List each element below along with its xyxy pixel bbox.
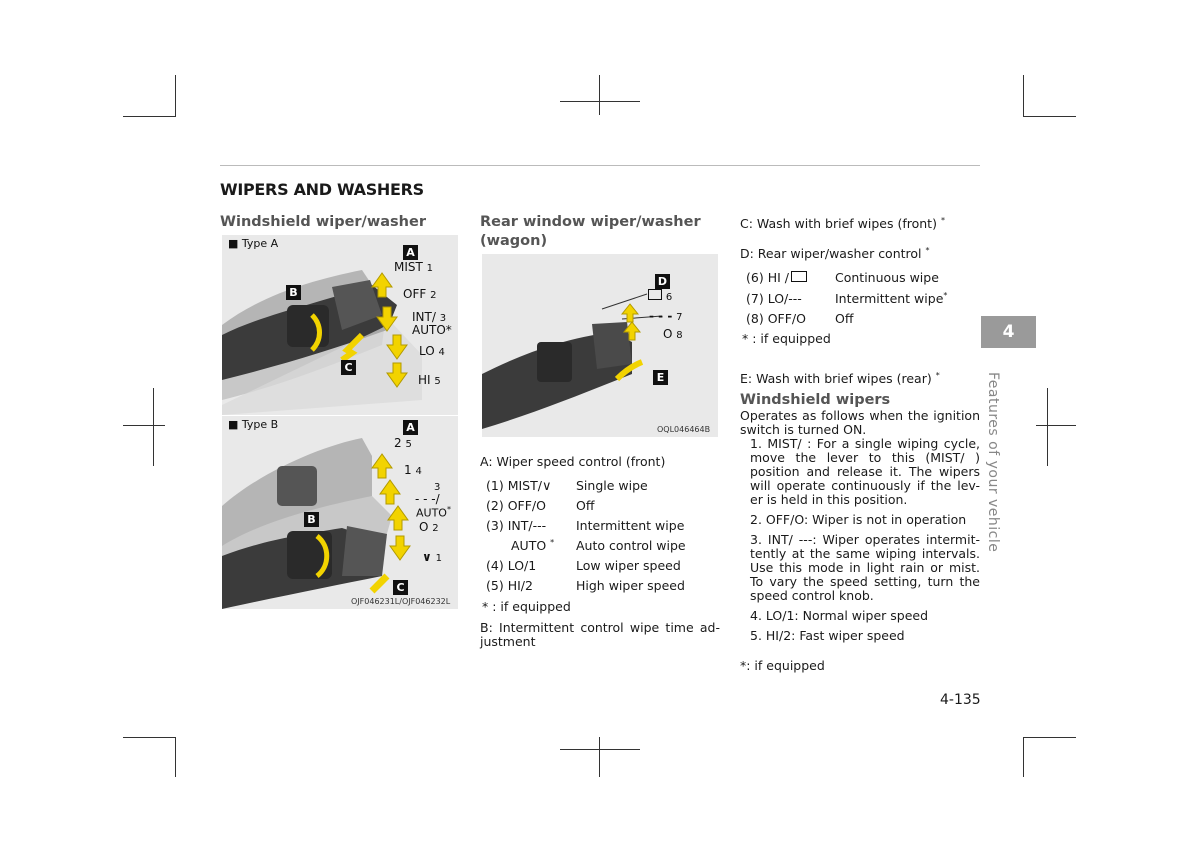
crop-mark (1047, 388, 1048, 466)
list-item: 4. LO/1: Normal wiper speed (750, 608, 929, 623)
crop-mark (123, 116, 176, 117)
badge-c: C (393, 580, 408, 595)
page-number: 4-135 (940, 692, 981, 708)
off-label: OFF 2 (403, 287, 437, 301)
c-caption: C: Wash with brief wipes (front) * (740, 216, 945, 232)
footnote-2: *: if equipped (740, 658, 825, 673)
figure-code: OQL046464B (657, 425, 711, 434)
a-caption: A: Wiper speed control (front) (480, 454, 666, 469)
table-row: AUTO * (511, 538, 555, 554)
e-caption: E: Wash with brief wipes (rear) * (740, 371, 940, 387)
crop-mark (175, 737, 176, 777)
badge-e: E (653, 370, 668, 385)
table-row-desc: Continuous wipe (835, 270, 939, 285)
rear-wiper-figure (482, 254, 718, 437)
table-row-desc: Off (576, 498, 595, 513)
label-8: O 8 (663, 327, 683, 341)
type-a-figure (222, 235, 458, 415)
crop-mark (599, 75, 600, 115)
badge-a: A (403, 420, 418, 435)
table-row-desc: Intermittent wipe* (835, 291, 948, 307)
type-b-label: ■ Type B (228, 418, 279, 431)
crop-mark (175, 75, 176, 117)
table-row-desc: Auto control wipe (576, 538, 686, 553)
off-o-label: O 2 (419, 520, 439, 534)
intro-text: Operates as follows when the ignition switch is turned ON. (740, 408, 980, 437)
table-row-desc: High wiper speed (576, 578, 685, 593)
footnote: * : if equipped (742, 331, 831, 346)
b-caption: B: Intermittent control wipe time ad-justment (480, 620, 720, 649)
table-row: (5) HI/2 (486, 578, 533, 593)
crop-mark (1036, 425, 1076, 426)
table-row-desc: Single wipe (576, 478, 648, 493)
mist-1-label: ∨ 1 (422, 550, 442, 564)
rear-lever-drawing (482, 254, 718, 437)
lo-label: LO 4 (419, 344, 445, 358)
list-item: 1. MIST/ : For a single wiping cycle, move the lever to this (MIST/ ) position and release it. The wipers will operate continuously if the lev-er is held in this position. (750, 436, 980, 507)
rear-table (746, 270, 976, 330)
middle-heading-line1: Rear window wiper/washer (480, 214, 701, 230)
v-icon: ∨ (541, 479, 552, 494)
crop-mark (153, 388, 154, 466)
middle-heading-line2: (wagon) (480, 233, 548, 249)
table-row: (1) MIST/∨ (486, 478, 552, 494)
badge-d: D (655, 274, 670, 289)
footnote: * : if equipped (482, 599, 571, 614)
int-3-num: 3 (434, 482, 441, 493)
table-row: (6) HI / (746, 270, 807, 285)
badge-a: A (403, 245, 418, 260)
chapter-tab[interactable]: 4 (981, 316, 1036, 348)
label-6: 6 (648, 289, 672, 303)
table-row-desc: Off (835, 311, 854, 326)
crop-mark (1023, 737, 1076, 738)
left-heading: Windshield wiper/washer (220, 214, 426, 230)
table-row-desc: Intermittent wipe (576, 518, 685, 533)
list-item: 3. INT/ ---: Wiper operates intermit-tently at the same wiping intervals. Use this mode in light rain or mist. To vary the speed setting, turn the speed control knob. (750, 532, 980, 603)
figure-code: OJF046231L/OJF046232L (351, 597, 451, 606)
windshield-wipers-heading: Windshield wipers (740, 392, 891, 408)
auto-label: AUTO* (416, 505, 451, 520)
table-row: (8) OFF/O (746, 311, 806, 326)
mist-label: MIST 1 (394, 260, 434, 274)
auto-label: AUTO* (412, 323, 452, 337)
crop-mark (560, 749, 640, 750)
crop-mark (1023, 737, 1024, 777)
crop-mark (123, 737, 176, 738)
speed-table (486, 478, 718, 598)
wiper-icon (791, 271, 807, 282)
header-rule (220, 165, 980, 166)
crop-mark (1023, 116, 1076, 117)
crop-mark (1023, 75, 1024, 117)
table-row: (7) LO/--- (746, 291, 802, 306)
middle-heading (480, 213, 701, 251)
list-item: 2. OFF/O: Wiper is not in operation (750, 512, 967, 527)
crop-mark (560, 101, 640, 102)
int-label: INT/ 3 (412, 310, 447, 324)
wiper-mode-list (750, 437, 980, 643)
table-row: (4) LO/1 (486, 558, 537, 573)
chapter-title: Features of your vehicle (985, 372, 1001, 553)
list-item: 5. HI/2: Fast wiper speed (750, 628, 905, 643)
d-caption: D: Rear wiper/washer control * (740, 246, 930, 262)
lo-1-label: 1 4 (404, 463, 422, 477)
section-title: WIPERS AND WASHERS (220, 180, 424, 199)
table-row: (3) INT/--- (486, 518, 547, 533)
crop-mark (599, 737, 600, 777)
hi-label: HI 5 (418, 373, 441, 387)
hi-2-label: 2 5 (394, 436, 412, 450)
table-row-desc: Low wiper speed (576, 558, 681, 573)
badge-b: B (304, 512, 319, 527)
int-label: - - -/ (415, 492, 440, 506)
badge-b: B (286, 285, 301, 300)
label-7: - - - 7 (649, 309, 683, 323)
type-a-label: ■ Type A (228, 237, 279, 250)
badge-c: C (341, 360, 356, 375)
table-row: (2) OFF/O (486, 498, 546, 513)
crop-mark (123, 425, 165, 426)
type-b-figure (222, 416, 458, 609)
